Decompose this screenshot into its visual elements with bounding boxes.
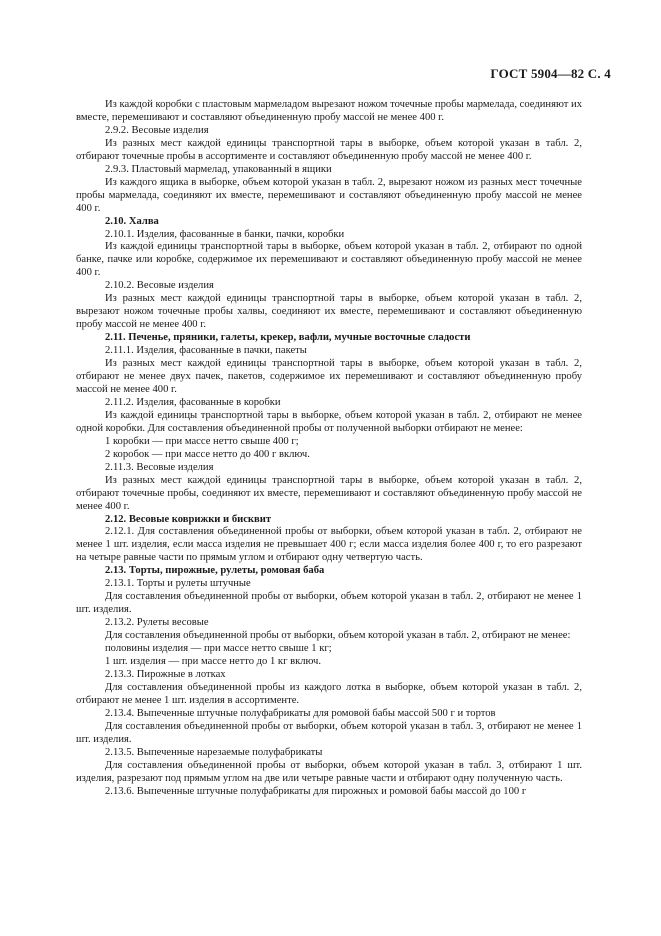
paragraph: 2.13.3. Пирожные в лотках: [105, 668, 226, 680]
paragraph: Для составления объединенной пробы от выборки, объем которой указан в табл. 3, отбирают 1 шт. изделия, разрезают под прямым углом на две или четыре равные части и отбирают одну полученную часть.: [76, 759, 582, 784]
paragraph: половины изделия — при массе нетто свыше 1 кг;: [105, 643, 332, 655]
section-heading: 2.12. Весовые коврижки и бисквит: [105, 513, 272, 525]
paragraph: 2.13.2. Рулеты весовые: [105, 617, 209, 629]
paragraph: Из разных мест каждой единицы транспортной тары в выборке, объем которой указан в табл. 2, вырезают ножом точечные пробы халвы, соединяют их вместе, перемешивают и составляют объединенную пробу массой не менее 400 г.: [76, 293, 582, 331]
paragraph: 2 коробок — при массе нетто до 400 г включ.: [105, 448, 310, 460]
paragraph: Из разных мест каждой единицы транспортной тары в выборке, объем которой указан в табл. 2, отбирают точечные пробы в ассортименте и составляют объединенную пробу массой не менее 400 г.: [76, 137, 582, 162]
paragraph: 2.13.6. Выпеченные штучные полуфабрикаты для пирожных и ромовой бабы массой до 100 г: [105, 785, 527, 797]
section-heading: 2.11. Печенье, пряники, галеты, крекер, вафли, мучные восточные сладости: [105, 332, 471, 344]
page-header: ГОСТ 5904—82 С. 4: [490, 66, 611, 81]
paragraph: Из каждой единицы транспортной тары в выборке, объем которой указан в табл. 2, отбирают по одной банке, пачке или коробке, содержимое их перемешивают и составляют объединенную пробу массой не менее 400 г.: [76, 241, 582, 279]
paragraph: 2.10.2. Весовые изделия: [105, 280, 214, 292]
paragraph: 2.10.1. Изделия, фасованные в банки, пачки, коробки: [105, 228, 345, 240]
paragraph: 2.11.1. Изделия, фасованные в пачки, пакеты: [105, 345, 307, 357]
paragraph: Для составления объединенной пробы от выборки, объем которой указан в табл. 3, отбирают не менее 1 шт. изделия.: [76, 720, 582, 745]
paragraph: 2.11.2. Изделия, фасованные в коробки: [105, 396, 281, 408]
paragraph: 2.11.3. Весовые изделия: [105, 461, 214, 473]
paragraph: Из разных мест каждой единицы транспортной тары в выборке, объем которой указан в табл. 2, отбирают точечные пробы, соединяют их вместе, перемешивают и составляют объединенную пробу массой не менее 400 г.: [76, 474, 582, 512]
paragraph: Для составления объединенной пробы от выборки, объем которой указан в табл. 2, отбирают не менее:: [105, 630, 571, 642]
paragraph: Из каждой единицы транспортной тары в выборке, объем которой указан в табл. 2, отбирают не менее одной коробки. Для составления объединенной пробы от полученной выборки отбирают не менее:: [76, 409, 582, 434]
section-heading: 2.13. Торты, пирожные, рулеты, ромовая баба: [105, 565, 325, 577]
paragraph: 1 шт. изделия — при массе нетто до 1 кг включ.: [105, 655, 321, 667]
paragraph: 2.13.5. Выпеченные нарезаемые полуфабрикаты: [105, 746, 323, 758]
paragraph: 2.12.1. Для составления объединенной пробы от выборки, объем которой указан в табл. 2, отбирают не менее 1 шт. изделия, если масса изделия не превышает 400 г; если масса изделия более 400 г, то его разрезают на четыре равные части по прямым углом и отбирают одну четвертую часть.: [76, 526, 582, 564]
paragraph: Для составления объединенной пробы от выборки, объем которой указан в табл. 2, отбирают не менее 1 шт. изделия.: [76, 591, 582, 616]
paragraph: 2.13.4. Выпеченные штучные полуфабрикаты для ромовой бабы массой 500 г и тортов: [105, 707, 496, 719]
paragraph: 2.9.3. Пластовый мармелад, упакованный в ящики: [105, 163, 332, 175]
paragraph: Из каждой коробки с пластовым мармеладом вырезают ножом точечные пробы мармелада, соединяют их вместе, перемешивают и составляют объединенную пробу массой не менее 400 г.: [76, 99, 582, 123]
paragraph: Из каждого ящика в выборке, объем которой указан в табл. 2, вырезают ножом из разных мест точечные пробы мармелада, соединяют их вместе, перемешивают и составляют объединенную пробу массой не менее 400 г.: [76, 176, 582, 214]
document-body: [76, 99, 582, 798]
paragraph: Для составления объединенной пробы из каждого лотка в выборке, объем которой указан в табл. 2, отбирают не менее 1 шт. изделия в ассортименте.: [76, 681, 582, 706]
paragraph: 2.13.1. Торты и рулеты штучные: [105, 578, 251, 590]
paragraph: 1 коробки — при массе нетто свыше 400 г;: [105, 435, 299, 447]
paragraph: Из разных мест каждой единицы транспортной тары в выборке, объем которой указан в табл. 2, отбирают не менее двух пачек, пакетов, содержимое их перемешивают и составляют объединенную пробу массой не менее 400 г.: [76, 358, 582, 395]
paragraph: 2.9.2. Весовые изделия: [105, 124, 209, 136]
section-heading: 2.10. Халва: [105, 215, 159, 227]
